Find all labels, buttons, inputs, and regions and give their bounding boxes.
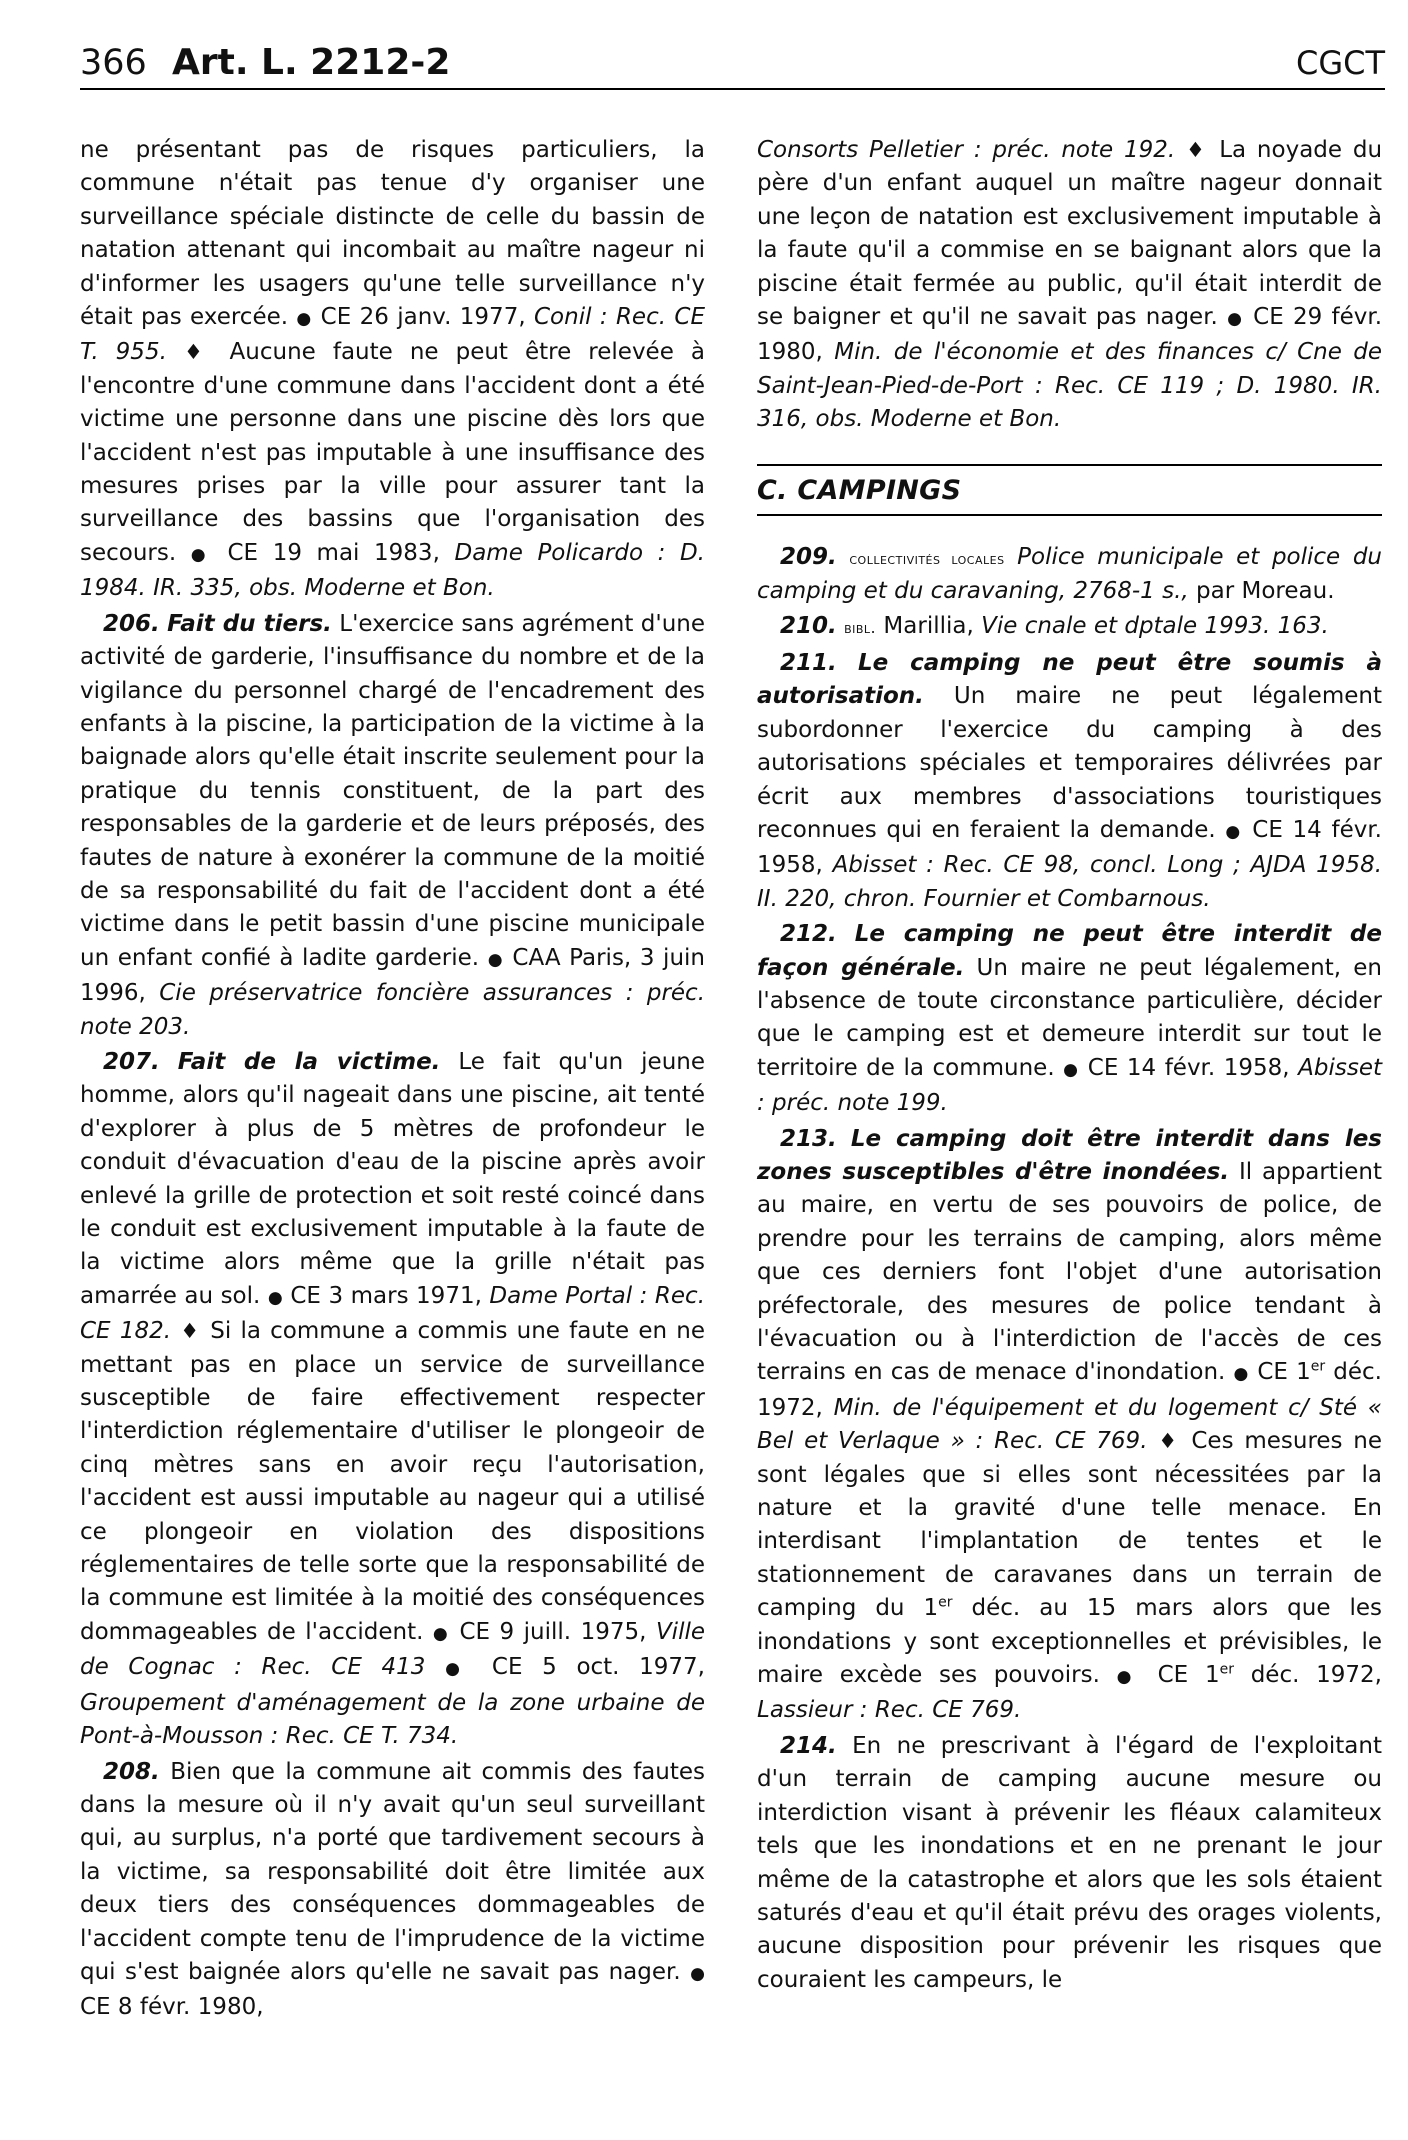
code-name: CGCT (1295, 44, 1385, 82)
bullet-icon: ● (1233, 1364, 1250, 1385)
small-caps-label: collectivités locales (849, 548, 1005, 568)
bullet-icon: ● (1063, 1059, 1080, 1080)
note-title: Fait de la victime. (177, 1048, 441, 1075)
bullet-icon: ● (432, 1623, 450, 1644)
diamond-icon: ♦ (183, 340, 213, 365)
note-number: 212. (780, 921, 837, 948)
left-column (80, 134, 705, 2025)
paragraph-continued: Consorts Pelletier : préc. note 192. ♦ La noyade du père d'un enfant auquel un maître nageur donnait une leçon de natation est exclusivement imputable à la faute qu'il a commise en se baignant alors que la piscine était fermée au public, qu'il était interdit de se baigner et qu'il ne savait pas nager. ● CE 29 févr. 1980, Min. de l'économie et des finances c/ Cne de Saint-Jean-Pied-de-Port : Rec. CE 119 ; D. 1980. IR. 316, obs. Moderne et Bon. (757, 137, 1383, 433)
note-title: Le camping ne peut être interdit de façon générale. (757, 921, 1382, 981)
note-214: 214. En ne prescrivant à l'égard de l'exploitant d'un terrain de camping aucune mesure ou interdiction visant à prévenir les fléaux calamiteux tels que les inondations et en ne prenant le jour même de la catastrophe et alors que les sols étaient saturés d'eau et qu'il était prévu des orages violents, aucune disposition pour prévenir les risques que couraient les campeurs, le (757, 1732, 1382, 1993)
note-207: 207. Fait de la victime. Le fait qu'un jeune homme, alors qu'il nageait dans une piscine, ait tenté d'explorer à plus de 5 mètres de profondeur le conduit d'évacuation d'eau de la piscine après avoir enlevé la grille de protection et soit resté coincé dans le conduit est exclusivement imputable à la faute de la victime alors même que la grille n'était pas amarrée au sol. ● CE 3 mars 1971, Dame Portal : Rec. CE 182. ♦ Si la commune a commis une faute en ne mettant pas en place un service de surveillance susceptible de faire effectivement respecter l'interdiction réglementaire d'utiliser le plongeoir de cinq mètres sans en avoir reçu l'autorisation, l'accident est aussi imputable au nageur qui a utilisé ce plongeoir en violation des dispositions réglementaires de telle sorte que la responsabilité de la commune est limitée à la moitié des conséquences dommageables de l'accident. ● CE 9 juill. 1975, Ville de Cognac : Rec. CE 413 ● CE 5 oct. 1977, Groupement d'aménagement de la zone urbaine de Pont-à-Mousson : Rec. CE T. 734. (80, 1048, 706, 1750)
note-title: Le camping ne peut être soumis à autorisation. (757, 649, 1382, 710)
bullet-icon: ● (190, 544, 213, 565)
note-212: 212. Le camping ne peut être interdit de façon générale. Un maire ne peut légalement, en l'absence de toute circonstance particulière, décider que le camping est et demeure interdit sur tout le territoire de la commune. ● CE 14 févr. 1958, Abisset : préc. note 199. (757, 921, 1382, 1117)
page-number: 366 (80, 43, 147, 83)
page-header (80, 38, 1385, 90)
note-number: 214. (780, 1732, 837, 1759)
bullet-icon: ● (690, 1963, 705, 1984)
note-209: 209. collectivités locales Police municipale et police du camping et du caravaning, 2768-1 s., par Moreau. (757, 543, 1382, 605)
note-number: 208. (103, 1758, 160, 1785)
note-title: Le camping doit être interdit dans les zones susceptibles d'être inondées. (757, 1125, 1382, 1185)
note-number: 211. (780, 649, 837, 676)
bullet-icon: ● (1225, 821, 1243, 842)
diamond-icon: ♦ (1186, 138, 1209, 162)
note-206: 206. Fait du tiers. L'exercice sans agrément d'une activité de garderie, l'insuffisance du nombre et de la vigilance du personnel chargé de l'encadrement des enfants à la piscine, la participation de la victime à la baignade alors qu'elle était inscrite seulement pour la pratique du tennis constituent, de la part des responsables de la garderie et de leurs préposés, des fautes de nature à exonérer la commune de la moitié de sa responsabilité du fait de l'accident dont a été victime dans le petit bassin d'une piscine municipale un enfant confié à ladite garderie. ● CAA Paris, 3 juin 1996, Cie préservatrice foncière assurances : préc. note 203. (80, 610, 706, 1040)
diamond-icon: ♦ (1158, 1429, 1181, 1454)
note-211: 211. Le camping ne peut être soumis à autorisation. Un maire ne peut légalement subordonner l'exercice du camping à des autorisations spéciales et temporaires délivrées par écrit aux membres d'associations touristiques reconnues qui en feraient la demande. ● CE 14 févr. 1958, Abisset : Rec. CE 98, concl. Long ; AJDA 1958. II. 220, chron. Fournier et Combarnous. (757, 649, 1383, 912)
paragraph-continued: ne présentant pas de risques particuliers, la commune n'était pas tenue d'y organiser une surveillance spéciale distincte de celle du bassin de natation attenant qui incombait au maître nageur ni d'informer les usagers qu'une telle surveillance n'y était pas exercée. ● CE 26 janv. 1977, Conil : Rec. CE T. 955. ♦ Aucune faute ne peut être relevée à l'encontre d'une commune dans l'accident dont a été victime une personne dans une piscine dès lors que l'accident n'est pas imputable à une insuffisance des mesures prises par la ville pour assurer tant la surveillance des bassins que l'organisation des secours. ● CE 19 mai 1983, Dame Policardo : D. 1984. IR. 335, obs. Moderne et Bon. (80, 137, 705, 602)
note-number: 213. (780, 1125, 837, 1152)
small-caps-label: bibl. (844, 618, 877, 638)
bullet-icon: ● (267, 1287, 283, 1308)
note-number: 206. (103, 610, 160, 637)
bullet-icon: ● (1227, 309, 1244, 330)
section-heading: C. CAMPINGS (757, 464, 1382, 516)
article-reference: Art. L. 2212-2 (172, 42, 451, 83)
bullet-icon: ● (445, 1659, 473, 1680)
note-title: Fait du tiers. (167, 610, 332, 637)
bullet-icon: ● (487, 949, 504, 970)
note-number: 207. (103, 1048, 160, 1075)
note-number: 209. (780, 543, 837, 570)
note-208: 208. Bien que la commune ait commis des fautes dans la mesure où il n'y avait qu'un seul surveillant qui, au surplus, n'a porté que tardivement secours à la victime, sa responsabilité doit être limitée aux deux tiers des conséquences dommageables de l'accident compte tenu de l'imprudence de la victime qui s'est baignée alors qu'elle ne savait pas nager. ● CE 8 févr. 1980, (80, 1758, 705, 2021)
note-213: 213. Le camping doit être interdit dans les zones susceptibles d'être inondées. Il appartient au maire, en vertu de ses pouvoirs de police, de prendre pour les terrains de camping, alors même que ces derniers font l'objet d'une autorisation préfectorale, des mesures de police tendant à l'évacuation ou à l'interdiction de l'accès de ces terrains en cas de menace d'inondation. ● CE 1er déc. 1972, Min. de l'équipement et du logement c/ Sté « Bel et Verlaque » : Rec. CE 769. ♦ Ces mesures ne sont légales que si elles sont nécessitées par la nature et la gravité d'une telle menace. En interdisant l'implantation de tentes et le stationnement de caravanes dans un terrain de camping du 1er déc. au 15 mars alors que les inondations y sont exceptionnelles et prévisibles, le maire excède ses pouvoirs. ● CE 1er déc. 1972, Lassieur : Rec. CE 769. (757, 1125, 1383, 1724)
note-210: 210. bibl. Marillia, Vie cnale et dptale 1993. 163. (780, 613, 1329, 640)
note-number: 210. (780, 613, 837, 640)
bullet-icon: ● (296, 309, 313, 330)
diamond-icon: ♦ (180, 1319, 202, 1344)
bullet-icon: ● (1116, 1667, 1141, 1688)
right-column (757, 134, 1382, 1997)
